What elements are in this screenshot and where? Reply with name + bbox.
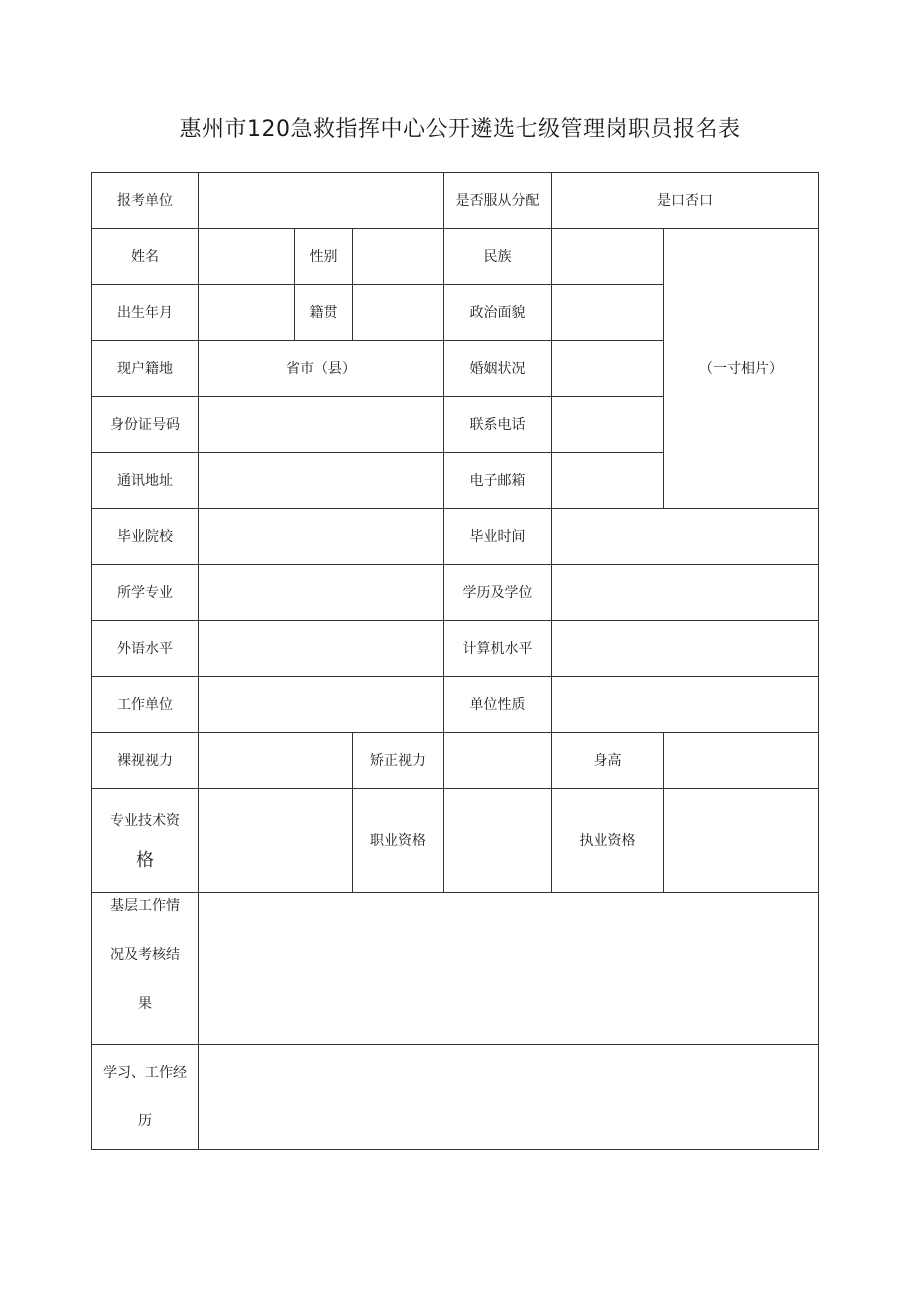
unit-nature-label: 单位性质	[444, 677, 552, 733]
grad-time-label: 毕业时间	[444, 509, 552, 565]
apply-unit-field[interactable]	[199, 173, 444, 229]
email-label: 电子邮箱	[444, 453, 552, 509]
phone-field[interactable]	[552, 397, 664, 453]
practice-qual-field[interactable]	[664, 789, 819, 893]
ethnicity-field[interactable]	[552, 229, 664, 285]
email-field[interactable]	[552, 453, 664, 509]
grassroots-label-line3: 果	[138, 996, 152, 1012]
marital-label: 婚姻状况	[444, 341, 552, 397]
naked-vision-field[interactable]	[199, 733, 353, 789]
grassroots-label-line1: 基层工作情	[110, 898, 180, 914]
grassroots-label	[92, 893, 199, 1045]
corrected-vision-label: 矫正视力	[353, 733, 444, 789]
job-qual-field[interactable]	[444, 789, 552, 893]
tech-qual-label	[92, 789, 199, 893]
birth-label: 出生年月	[92, 285, 199, 341]
phone-label: 联系电话	[444, 397, 552, 453]
birth-field[interactable]	[199, 285, 295, 341]
work-unit-field[interactable]	[199, 677, 444, 733]
tech-qual-field[interactable]	[199, 789, 353, 893]
registration-form	[91, 172, 819, 1150]
experience-label-line2: 历	[138, 1113, 152, 1129]
major-field[interactable]	[199, 565, 444, 621]
major-label: 所学专业	[92, 565, 199, 621]
apply-unit-label: 报考单位	[92, 173, 199, 229]
grassroots-field[interactable]	[199, 893, 819, 1045]
experience-label	[92, 1045, 199, 1150]
corrected-vision-field[interactable]	[444, 733, 552, 789]
political-label: 政治面貌	[444, 285, 552, 341]
tech-qual-label-line1: 专业技术资	[110, 812, 180, 829]
political-field[interactable]	[552, 285, 664, 341]
height-label: 身高	[552, 733, 664, 789]
computer-label: 计算机水平	[444, 621, 552, 677]
residence-label: 现户籍地	[92, 341, 199, 397]
grad-time-field[interactable]	[552, 509, 819, 565]
work-unit-label: 工作单位	[92, 677, 199, 733]
school-field[interactable]	[199, 509, 444, 565]
foreign-lang-field[interactable]	[199, 621, 444, 677]
native-place-field[interactable]	[353, 285, 444, 341]
naked-vision-label: 裸视视力	[92, 733, 199, 789]
id-number-label: 身份证号码	[92, 397, 199, 453]
residence-field[interactable]: 省市（县）	[199, 341, 444, 397]
obey-assign-options[interactable]: 是口否口	[552, 173, 819, 229]
practice-qual-label: 执业资格	[552, 789, 664, 893]
unit-nature-field[interactable]	[552, 677, 819, 733]
photo-box[interactable]: （一寸相片）	[664, 229, 819, 509]
height-field[interactable]	[664, 733, 819, 789]
job-qual-label: 职业资格	[353, 789, 444, 893]
school-label: 毕业院校	[92, 509, 199, 565]
experience-label-line1: 学习、工作经	[103, 1065, 187, 1081]
computer-field[interactable]	[552, 621, 819, 677]
gender-label: 性别	[295, 229, 353, 285]
obey-assign-label: 是否服从分配	[444, 173, 552, 229]
address-field[interactable]	[199, 453, 444, 509]
address-label: 通讯地址	[92, 453, 199, 509]
gender-field[interactable]	[353, 229, 444, 285]
experience-field[interactable]	[199, 1045, 819, 1150]
degree-field[interactable]	[552, 565, 819, 621]
name-field[interactable]	[199, 229, 295, 285]
grassroots-label-line2: 况及考核结	[110, 947, 180, 963]
marital-field[interactable]	[552, 341, 664, 397]
degree-label: 学历及学位	[444, 565, 552, 621]
form-title: 惠州市120急救指挥中心公开遴选七级管理岗职员报名表	[179, 117, 741, 142]
foreign-lang-label: 外语水平	[92, 621, 199, 677]
tech-qual-label-line2: 格	[136, 849, 154, 871]
ethnicity-label: 民族	[444, 229, 552, 285]
id-number-field[interactable]	[199, 397, 444, 453]
name-label: 姓名	[92, 229, 199, 285]
native-place-label: 籍贯	[295, 285, 353, 341]
